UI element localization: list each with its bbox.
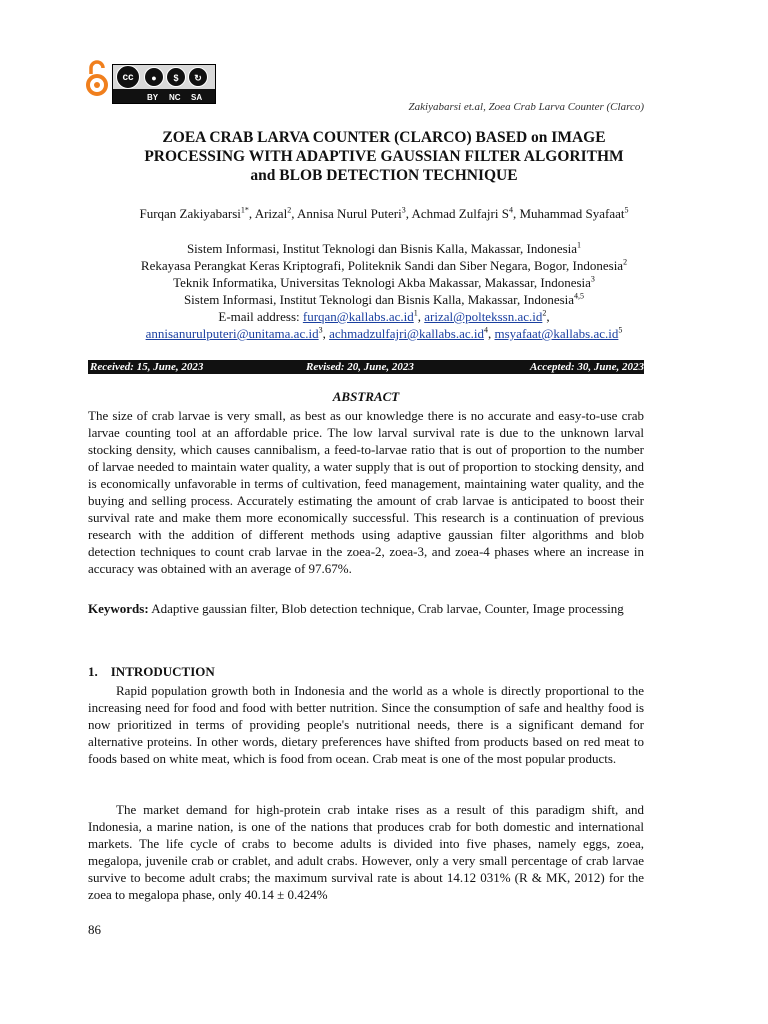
creative-commons-license-badge (112, 64, 216, 104)
section-heading: 1. INTRODUCTION (88, 664, 215, 679)
author-name: , Achmad Zulfajri S (405, 206, 509, 221)
email-label: E-mail address: (218, 309, 303, 324)
email-link-4[interactable]: achmadzulfajri@kallabs.ac.id (329, 326, 484, 341)
keywords-text: Adaptive gaussian filter, Blob detection technique, Crab larvae, Counter, Image processing (148, 601, 624, 616)
author-sup: 2 (287, 205, 292, 215)
email-line: $annisanurulputeri@unitama.ac.id^3$, $achmadzulfajri@kallabs.ac.id^4$, $msyafaat@kallabs.ac.id^5$ (145, 325, 623, 341)
noncommercial-icon: $ (166, 67, 186, 87)
email-link-2[interactable]: arizal@poltekssn.ac.id (424, 309, 543, 324)
email-link-3[interactable]: annisanurulputeri@unitama.ac.id (145, 326, 319, 341)
title-line: PROCESSING WITH ADAPTIVE GAUSSIAN FILTER ALGORITHM (144, 148, 624, 165)
author-name: , Muhammad Syafaat (512, 206, 625, 221)
received-date: Received: 15, June, 2023 (90, 361, 204, 373)
attribution-icon: ● (144, 67, 164, 87)
paragraph: The market demand for high-protein crab intake rises as a result of this paradigm shift, and Indonesia, a marine nation, is one of the nations that produces crab for both domestic and international markets. The life cycle of crabs to become adults is divided into five phases, namely eggs, zoea, megalopa, juvenile crab or crablet, and adult crabs. However, only a very small percentage of crab larvae survive to become adult crabs; the maximum survival rate is about 14.12 031% (R & MK, 2012) for the zoea to megalopa phase, only 40.14 ± 0.424% (88, 802, 644, 902)
running-header: Zakiyabarsi et.al, Zoea Crab Larva Counter (Clarco) (408, 101, 644, 113)
author-name: Furqan Zakiyabarsi (139, 206, 241, 221)
title-line: and BLOB DETECTION TECHNIQUE (250, 167, 518, 184)
keywords-label: Keywords: (88, 601, 149, 616)
license-label-by: BY (147, 93, 159, 102)
author-sup: 3 (401, 205, 406, 215)
affiliation: Sistem Informasi, Institut Teknologi dan Bisnis Kalla, Makassar, Indonesia$^1$ (186, 240, 582, 256)
paper-title (70, 128, 698, 185)
author-sup: 1* (240, 205, 249, 215)
affiliation: Sistem Informasi, Institut Teknologi dan Bisnis Kalla, Makassar, Indonesia$^{4,5}$ (183, 291, 585, 307)
email-link-1[interactable]: furqan@kallabs.ac.id (302, 309, 414, 324)
author-sup: 5 (624, 205, 629, 215)
cc-icon: cc (116, 65, 140, 89)
affiliation: Rekayasa Perangkat Keras Kriptografi, Politeknik Sandi dan Siber Negara, Bogor, Indonesia$^2$ (140, 257, 628, 273)
paragraph: Rapid population growth both in Indonesia and the world as a whole is directly proportional to the increasing need for food and food with better nutrition. Since the consumption of safe and healthy food is now prioritized in terms of providing people's nutritional needs, there is a significant demand for alternative proteins. In other words, dietary preferences have shifted from products based on red meat to foods based on white meat, which is food from ocean. Crab meat is one of the most popular products. (88, 683, 644, 766)
email-link-5[interactable]: msyafaat@kallabs.ac.id (494, 326, 619, 341)
open-access-icon (86, 58, 108, 98)
author-name: , Arizal (248, 206, 288, 221)
license-label-sa: SA (191, 93, 203, 102)
abstract-heading: ABSTRACT (332, 389, 400, 404)
license-label-nc: NC (169, 93, 181, 102)
revised-date: Revised: 20, June, 2023 (306, 361, 414, 373)
affiliation: Teknik Informatika, Universitas Teknologi Akba Makassar, Makassar, Indonesia$^3$ (173, 274, 595, 290)
dates-bar (88, 360, 644, 374)
keywords (88, 600, 644, 617)
email-line: E-mail address: $furqan@kallabs.ac.id^1$, $arizal@poltekssn.ac.id^2$, (218, 308, 550, 324)
sharealike-icon: ↻ (188, 67, 208, 87)
title-line: ZOEA CRAB LARVA COUNTER (CLARCO) BASED on IMAGE (162, 129, 606, 146)
page-number: 86 (88, 922, 101, 937)
abstract-text: The size of crab larvae is very small, as best as our knowledge there is no accurate and easy-to-use crab larvae counting tool at an affordable price. The low larval survival rate is due to the unknown larval stocking density, which causes cannibalism, a feed-to-larvae ratio that is out of proportion to the number of larvae needed to maintain water quality, a water supply that is out of proportion to stocking density, and is economically unfavorable in terms of cultivation, feed management, maintaining water quality, and the buying and selling process. Accurately estimating the amount of crab larvae is anticipated to boost their survival rate and make them more economically successful. This research is a continuation of previous research with the addition of different methods using adaptive gaussian filter algorithms and blob detection techniques to count crab larvae in the zoea-2, zoea-3, and zoea-4 phases where an increase in accuracy was obtained with an average of 97.67%. (88, 408, 644, 576)
accepted-date: Accepted: 30, June, 2023 (530, 361, 644, 373)
author-list (98, 205, 670, 223)
author-sup: 4 (508, 205, 513, 215)
author-name: , Annisa Nurul Puteri (291, 206, 402, 221)
